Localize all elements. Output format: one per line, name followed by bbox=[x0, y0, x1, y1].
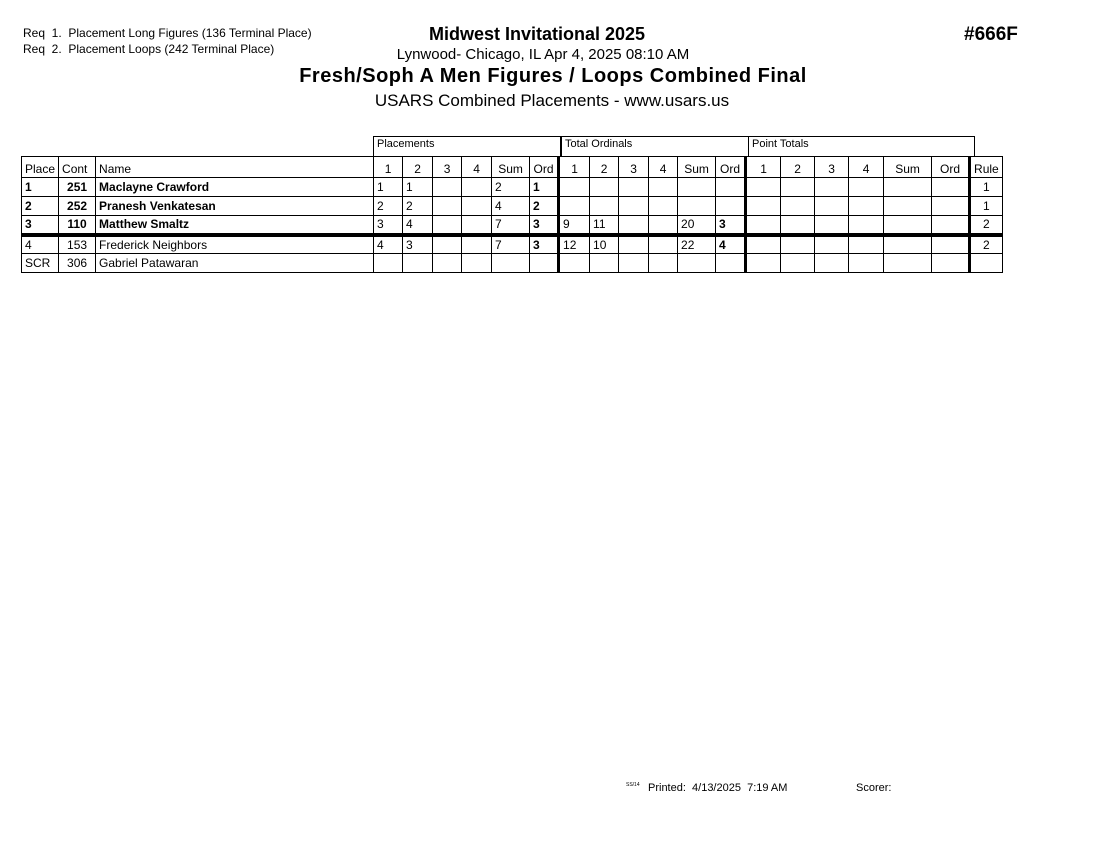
cell-placement bbox=[433, 197, 462, 216]
group-placements bbox=[373, 136, 561, 157]
requirement-1: Req 1. Placement Long Figures (136 Terminal Place) bbox=[23, 26, 312, 40]
cell-rule: 2 bbox=[970, 216, 1003, 235]
col-osum: Sum bbox=[678, 157, 716, 178]
cell-ordinal bbox=[619, 235, 649, 254]
cell-points bbox=[849, 216, 884, 235]
cell-points bbox=[815, 178, 849, 197]
cell-points bbox=[781, 235, 815, 254]
cell-name: Gabriel Patawaran bbox=[96, 254, 374, 273]
footer-tiny: SS/14 bbox=[626, 782, 640, 788]
cell-ordinal bbox=[716, 178, 746, 197]
results-table bbox=[21, 156, 1003, 273]
meet-title: Midwest Invitational 2025 bbox=[428, 24, 646, 44]
cell-ordinal bbox=[590, 197, 619, 216]
cell-ordinal bbox=[619, 197, 649, 216]
cell-points bbox=[746, 178, 781, 197]
cell-name: Pranesh Venkatesan bbox=[96, 197, 374, 216]
table-row bbox=[22, 254, 1003, 273]
cell-ordinal bbox=[649, 197, 678, 216]
cell-placement: 4 bbox=[374, 235, 403, 254]
cell-rule: 1 bbox=[970, 197, 1003, 216]
cell-placement: 3 bbox=[403, 235, 433, 254]
group-points bbox=[748, 136, 975, 157]
cell-placement: 3 bbox=[530, 235, 559, 254]
cell-points bbox=[781, 254, 815, 273]
cell-cont: 306 bbox=[59, 254, 96, 273]
col-p1: 1 bbox=[374, 157, 403, 178]
cell-ordinal bbox=[678, 178, 716, 197]
cell-ordinal bbox=[619, 178, 649, 197]
cell-place: SCR bbox=[22, 254, 59, 273]
cell-points bbox=[884, 216, 932, 235]
header-row bbox=[22, 157, 1003, 178]
cell-placement bbox=[462, 254, 492, 273]
cell-points bbox=[849, 197, 884, 216]
cell-points bbox=[884, 178, 932, 197]
cell-cont: 153 bbox=[59, 235, 96, 254]
cell-placement bbox=[433, 178, 462, 197]
cell-ordinal: 4 bbox=[716, 235, 746, 254]
col-psum: Sum bbox=[492, 157, 530, 178]
cell-placement bbox=[433, 254, 462, 273]
col-name: Name bbox=[96, 157, 374, 178]
cell-points bbox=[849, 235, 884, 254]
cell-placement bbox=[492, 254, 530, 273]
col-t4: 4 bbox=[849, 157, 884, 178]
cell-points bbox=[781, 178, 815, 197]
cell-ordinal bbox=[649, 178, 678, 197]
col-o4: 4 bbox=[649, 157, 678, 178]
meet-location: Lynwood- Chicago, IL Apr 4, 2025 08:10 AM bbox=[396, 46, 690, 63]
cell-placement: 2 bbox=[403, 197, 433, 216]
cell-placement bbox=[462, 235, 492, 254]
cell-points bbox=[849, 178, 884, 197]
group-points-label: Point Totals bbox=[752, 138, 809, 150]
cell-points bbox=[746, 216, 781, 235]
cell-points bbox=[746, 235, 781, 254]
event-code: #666F bbox=[964, 24, 1018, 45]
event-subtitle: USARS Combined Placements - www.usars.us bbox=[374, 91, 730, 110]
group-ordinals-label: Total Ordinals bbox=[565, 138, 633, 150]
cell-points bbox=[815, 235, 849, 254]
cell-ordinal bbox=[678, 197, 716, 216]
cell-points bbox=[746, 197, 781, 216]
cell-placement: 1 bbox=[530, 178, 559, 197]
cell-ordinal bbox=[559, 178, 590, 197]
cell-placement bbox=[462, 178, 492, 197]
cell-ordinal: 12 bbox=[559, 235, 590, 254]
cell-rule: 1 bbox=[970, 178, 1003, 197]
cell-placement bbox=[403, 254, 433, 273]
cell-placement: 7 bbox=[492, 216, 530, 235]
cell-placement: 7 bbox=[492, 235, 530, 254]
cell-points bbox=[884, 254, 932, 273]
cell-points bbox=[932, 254, 970, 273]
cell-ordinal bbox=[619, 216, 649, 235]
cell-points bbox=[815, 254, 849, 273]
cell-ordinal bbox=[590, 254, 619, 273]
cell-ordinal bbox=[559, 254, 590, 273]
cell-place: 2 bbox=[22, 197, 59, 216]
col-p3: 3 bbox=[433, 157, 462, 178]
col-o3: 3 bbox=[619, 157, 649, 178]
cell-placement: 3 bbox=[374, 216, 403, 235]
cell-cont: 251 bbox=[59, 178, 96, 197]
cell-placement bbox=[462, 216, 492, 235]
cell-placement: 4 bbox=[403, 216, 433, 235]
cell-placement: 3 bbox=[530, 216, 559, 235]
cell-placement: 2 bbox=[374, 197, 403, 216]
cell-ordinal bbox=[649, 235, 678, 254]
cell-points bbox=[781, 216, 815, 235]
col-tord: Ord bbox=[932, 157, 970, 178]
cell-rule: 2 bbox=[970, 235, 1003, 254]
cell-ordinal bbox=[716, 254, 746, 273]
cell-place: 4 bbox=[22, 235, 59, 254]
cell-points bbox=[932, 235, 970, 254]
cell-cont: 252 bbox=[59, 197, 96, 216]
cell-ordinal: 9 bbox=[559, 216, 590, 235]
cell-points bbox=[932, 197, 970, 216]
cell-placement: 4 bbox=[492, 197, 530, 216]
cell-ordinal: 11 bbox=[590, 216, 619, 235]
cell-ordinal: 10 bbox=[590, 235, 619, 254]
col-oord: Ord bbox=[716, 157, 746, 178]
cell-ordinal: 3 bbox=[716, 216, 746, 235]
cell-placement bbox=[433, 235, 462, 254]
cell-placement: 1 bbox=[403, 178, 433, 197]
cell-name: Maclayne Crawford bbox=[96, 178, 374, 197]
col-o2: 2 bbox=[590, 157, 619, 178]
cell-ordinal bbox=[590, 178, 619, 197]
col-p4: 4 bbox=[462, 157, 492, 178]
cell-ordinal bbox=[716, 197, 746, 216]
cell-ordinal bbox=[619, 254, 649, 273]
col-place: Place bbox=[22, 157, 59, 178]
cell-name: Frederick Neighbors bbox=[96, 235, 374, 254]
col-tsum: Sum bbox=[884, 157, 932, 178]
cell-place: 3 bbox=[22, 216, 59, 235]
printed-date: Printed: 4/13/2025 7:19 AM bbox=[648, 782, 788, 794]
cell-ordinal bbox=[559, 197, 590, 216]
cell-ordinal: 22 bbox=[678, 235, 716, 254]
col-o1: 1 bbox=[559, 157, 590, 178]
cell-placement: 2 bbox=[530, 197, 559, 216]
cell-placement bbox=[374, 254, 403, 273]
cell-ordinal bbox=[678, 254, 716, 273]
cell-name: Matthew Smaltz bbox=[96, 216, 374, 235]
col-t1: 1 bbox=[746, 157, 781, 178]
group-placements-label: Placements bbox=[377, 138, 435, 150]
cell-ordinal bbox=[649, 216, 678, 235]
cell-place: 1 bbox=[22, 178, 59, 197]
col-p2: 2 bbox=[403, 157, 433, 178]
requirement-2: Req 2. Placement Loops (242 Terminal Place) bbox=[23, 42, 275, 56]
event-title: Fresh/Soph A Men Figures / Loops Combined Final bbox=[299, 65, 807, 87]
cell-points bbox=[932, 216, 970, 235]
col-rule: Rule bbox=[970, 157, 1003, 178]
table-row bbox=[22, 216, 1003, 235]
cell-ordinal: 20 bbox=[678, 216, 716, 235]
cell-cont: 110 bbox=[59, 216, 96, 235]
cell-points bbox=[932, 178, 970, 197]
table-row bbox=[22, 178, 1003, 197]
cell-points bbox=[781, 197, 815, 216]
cell-rule bbox=[970, 254, 1003, 273]
cell-placement: 2 bbox=[492, 178, 530, 197]
cell-placement bbox=[433, 216, 462, 235]
scorer-label: Scorer: bbox=[856, 782, 892, 794]
cell-points bbox=[884, 197, 932, 216]
table-row bbox=[22, 197, 1003, 216]
cell-points bbox=[884, 235, 932, 254]
table-row bbox=[22, 235, 1003, 254]
cell-points bbox=[849, 254, 884, 273]
group-ordinals bbox=[561, 136, 749, 157]
cell-placement: 1 bbox=[374, 178, 403, 197]
col-t3: 3 bbox=[815, 157, 849, 178]
col-cont: Cont bbox=[59, 157, 96, 178]
cell-placement bbox=[462, 197, 492, 216]
cell-points bbox=[746, 254, 781, 273]
cell-ordinal bbox=[649, 254, 678, 273]
cell-points bbox=[815, 197, 849, 216]
cell-points bbox=[815, 216, 849, 235]
col-pord: Ord bbox=[530, 157, 559, 178]
col-t2: 2 bbox=[781, 157, 815, 178]
cell-placement bbox=[530, 254, 559, 273]
